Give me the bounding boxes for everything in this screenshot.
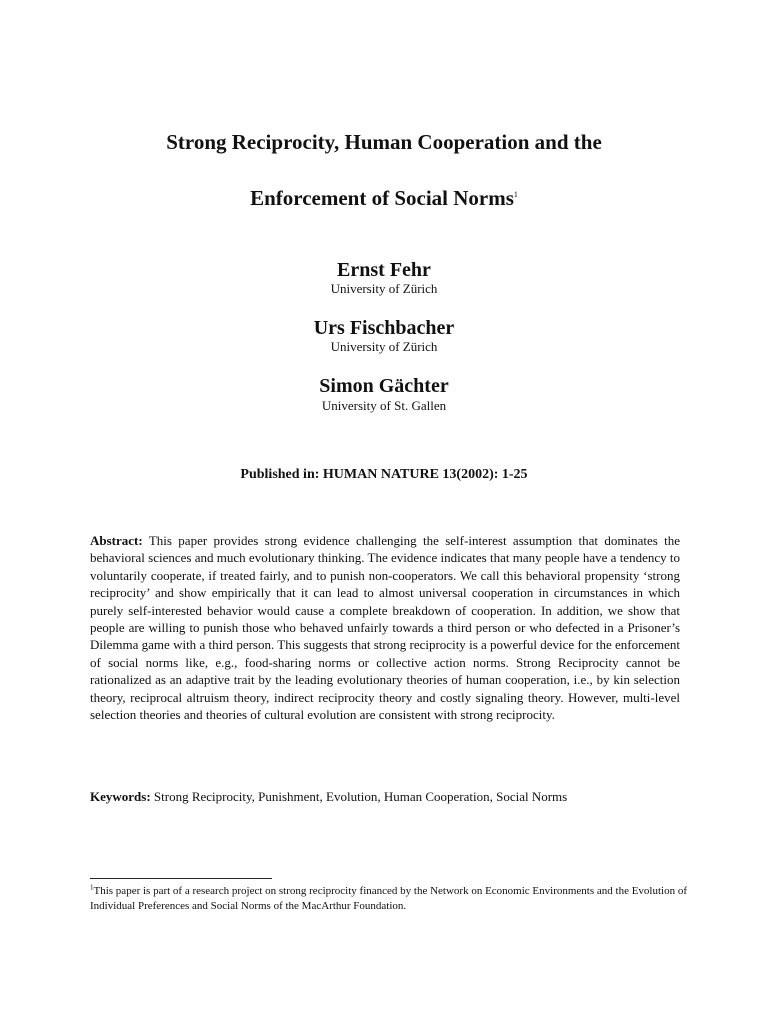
- footnote-marker: 1: [90, 883, 94, 892]
- title-footnote-marker: 1: [513, 190, 518, 199]
- abstract-text: This paper provides strong evidence challenging the self-interest assumption that dominates the behavioral sciences and much evolutionary thinking. The evidence indicates that many people have a tendency to voluntarily cooperate, if treated fairly, and to punish non-cooperators. We call this behavioral propensity ‘strong reciprocity’ and show empirically that it can lead to almost universal cooperation in circumstances in which purely self-interested behavior would cause a complete breakdown of cooperation. In addition, we show that people are willing to punish those who behaved unfairly towards a third person or who defected in a Prisoner’s Dilemma game with a third person. This suggests that strong reciprocity is a powerful device for the enforcement of social norms like, e.g., food-sharing norms or collective action norms. Strong Reciprocity cannot be rationalized as an adaptive trait by the leading evolutionary theories of human cooperation, i.e., by kin selection theory, reciprocal altruism theory, indirect reciprocity theory and costly signaling theory. However, multi-level selection theories and theories of cultural evolution are consistent with strong reciprocity.: [90, 533, 681, 723]
- abstract-label: Abstract:: [90, 533, 143, 548]
- paper-title-line-2: [0, 185, 768, 211]
- keywords-label: Keywords:: [90, 789, 151, 804]
- abstract: [90, 532, 680, 723]
- footnote-divider: [90, 878, 272, 879]
- footnote-text: This paper is part of a research project on strong reciprocity financed by the Network on Economic Environments and the Evolution of Individual Preferences and Social Norms of the MacArthur Foundation.: [90, 885, 688, 912]
- title-line-2-text: Enforcement of Social Norms: [250, 186, 514, 210]
- author-name: Urs Fischbacher: [313, 317, 455, 339]
- author-affiliation: University of St. Gallen: [321, 398, 447, 413]
- paper-title-line-1: [0, 129, 768, 155]
- title-line-1-text: Strong Reciprocity, Human Cooperation and the: [166, 130, 602, 154]
- author-affiliation: University of Zürich: [330, 281, 438, 296]
- author-name: Simon Gächter: [319, 375, 449, 397]
- keywords-text: Strong Reciprocity, Punishment, Evolution, Human Cooperation, Social Norms: [153, 789, 568, 804]
- author-affiliation: University of Zürich: [330, 339, 438, 354]
- publication-info: Published in: HUMAN NATURE 13(2002): 1-25: [240, 467, 528, 482]
- keywords: [90, 788, 690, 805]
- author-name: Ernst Fehr: [337, 259, 431, 281]
- footnote: [90, 884, 690, 914]
